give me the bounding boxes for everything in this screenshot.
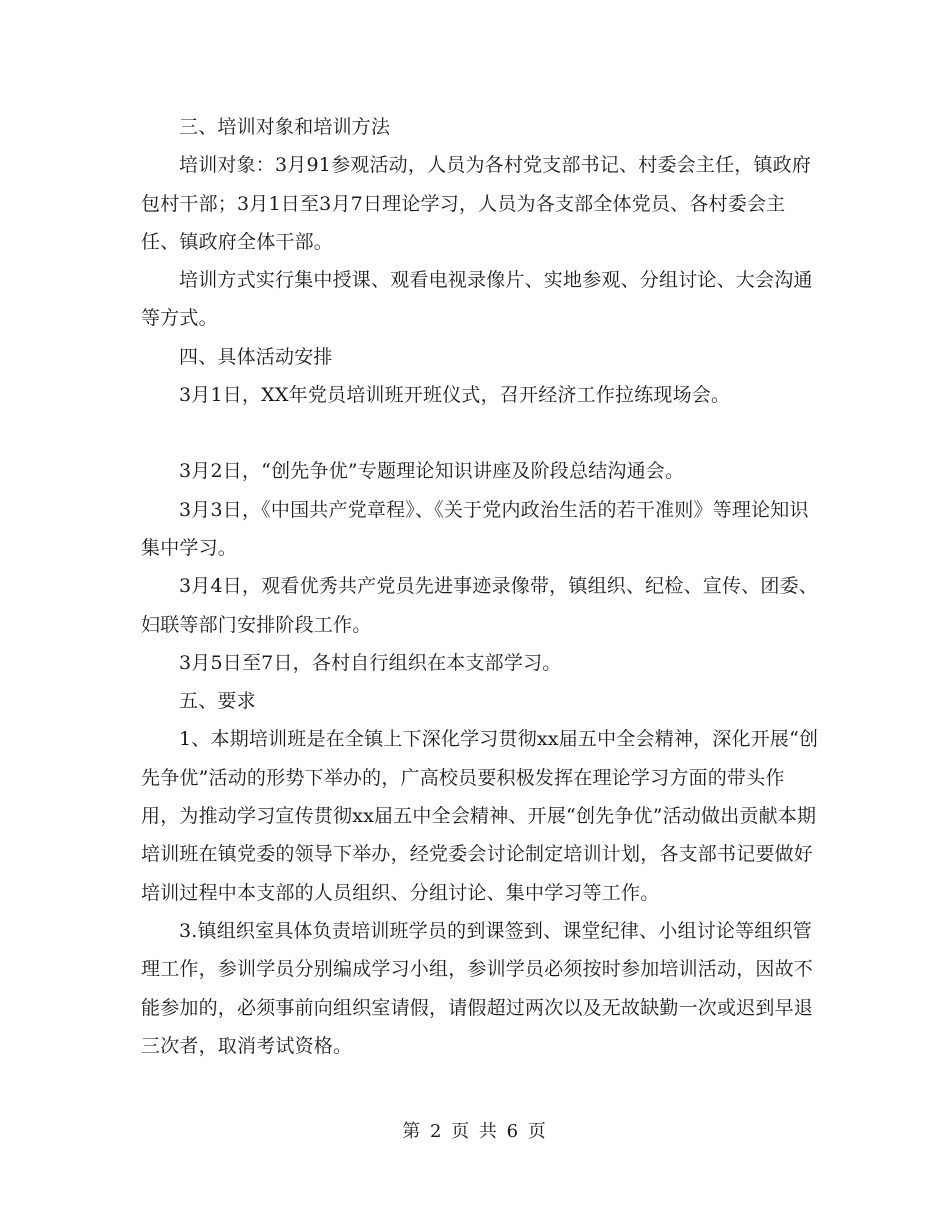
paragraph-requirement-3: 3.镇组织室具体负责培训班学员的到课签到、课堂纪律、小组讨论等组织管理工作，参训学员分别编成学习小组，参训学员必须按时参加培训活动，因故不能参加的，必须事前向组织室请假，请假超过两次以及无故缺勤一次或迟到早退三次者，取消考试资格。 (141, 919, 814, 1057)
paragraph-march-5-7: 3月5日至7日，各村自行组织在本支部学习。 (179, 651, 562, 674)
page-number-footer: 第 2 页 共 6 页 (402, 1121, 548, 1142)
paragraph-training-targets: 培训对象：3月91参观活动，人员为各村党支部书记、村委会主任，镇政府包村干部；3月1日至3月7日理论学习，人员为各支部全体党员、各村委会主任、镇政府全体干部。 (141, 154, 812, 253)
paragraph-march-4: 3月4日，观看优秀共产党员先进事迹录像带，镇组织、纪检、宣传、团委、妇联等部门安排阶段工作。 (141, 575, 818, 636)
section-heading-5: 五、要求 (179, 690, 256, 713)
paragraph-training-methods: 培训方式实行集中授课、观看电视录像片、实地参观、分组讨论、大会沟通等方式。 (141, 269, 813, 330)
document-body (141, 108, 821, 1065)
paragraph-march-2: 3月2日，“创先争优”专题理论知识讲座及阶段总结沟通会。 (179, 460, 685, 483)
paragraph-march-3: 3月3日，《中国共产党章程》、《关于党内政治生活的若干准则》等理论知识集中学习。 (141, 498, 809, 559)
paragraph-march-1: 3月1日，XX年党员培训班开班仪式，召开经济工作拉练现场会。 (179, 384, 731, 407)
section-heading-4: 四、具体活动安排 (179, 345, 333, 368)
blank-line (141, 414, 821, 452)
paragraph-requirement-1: 1、本期培训班是在全镇上下深化学习贯彻xx届五中全会精神，深化开展“创先争优”活动的形势下举办的，广高校员要积极发挥在理论学习方面的带头作用，为推动学习宣传贯彻xx届五中全会精神、开展“创先争优”活动做出贡献本期培训班在镇党委的领导下举办，经党委会讨论制定培训计划，各支部书记要做好培训过程中本支部的人员组织、分组讨论、集中学习等工作。 (141, 728, 819, 904)
section-heading-3: 三、培训对象和培训方法 (179, 116, 391, 138)
